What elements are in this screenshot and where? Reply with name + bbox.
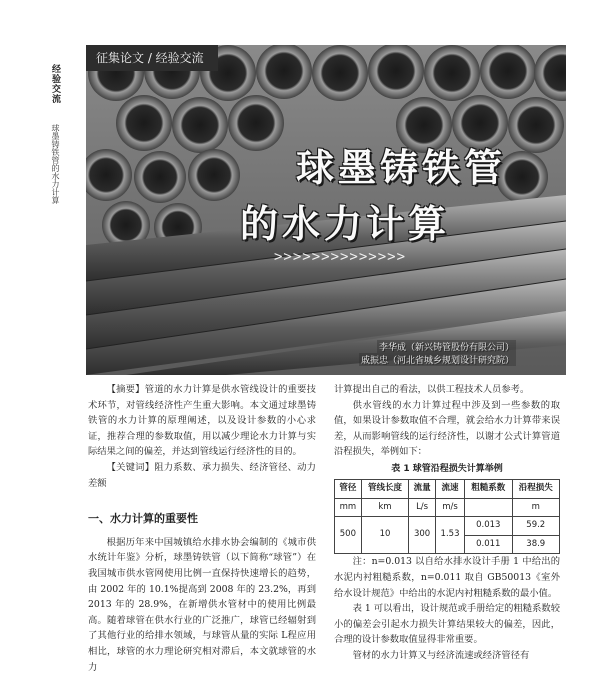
table-cell: 300	[409, 517, 436, 554]
paragraph: 管材的水力计算又与经济流速或经济管径有	[352, 649, 530, 661]
table-cell: 0.013	[465, 517, 512, 536]
author-line-1: 李华成（新兴铸管股份有限公司）	[377, 340, 516, 353]
table-cell: L/s	[409, 498, 436, 517]
table-cell: 59.2	[512, 517, 559, 536]
arrow-decoration: >>>>>>>>>>>>>>	[274, 249, 407, 265]
table-header: 沿程损失	[512, 479, 559, 498]
keywords-text: 阻力系数、承力损失、经济管径、动力差额	[88, 461, 316, 489]
keywords-label: 【关键词】	[106, 461, 155, 473]
table-cell: km	[361, 498, 408, 517]
table-cell: 1.53	[435, 517, 464, 554]
table-header: 粗糙系数	[465, 479, 512, 498]
right-column	[334, 382, 560, 664]
section-paragraph: 根据历年来中国城镇给水排水协会编制的《城市供水统计年鉴》分析，球墨铸铁管（以下简称“球管”）在我国城市供水管网使用比例一直保持快速增长的趋势，由 2002 年的 10.1%提高到 2008 年的 23.2%，再到 2013 年的 28.9%，在新增供水管材中的使用比例最高。随着球管在供水行业的广泛推广，球管已经辐射到了其他行业的给排水领域，与球管从量的实际 L程应用相比，球管的水力理论研究相对滞后，本文就球管的水力	[88, 536, 316, 673]
section-tag: 征集论文 / 经验交流	[86, 45, 218, 71]
table-header: 管线长度	[361, 479, 408, 498]
table-cell: 38.9	[512, 535, 559, 554]
table-units-row	[335, 498, 560, 517]
table-cell	[465, 498, 512, 517]
table-cell: 500	[335, 517, 362, 554]
table-cell: mm	[335, 498, 362, 517]
paragraph: 供水管线的水力计算过程中涉及到一些参数的取值，如果设计参数取值不合理，就会给水力计算带来误差，从而影响管线的运行经济性，以谢才公式计算管道沿程损失，举例如下：	[334, 399, 560, 458]
table-header: 管径	[335, 479, 362, 498]
article-title-line1: 球墨铸铁管	[295, 146, 506, 190]
table-note: 注：n=0.013 以自给水排水设计手册 1 中给出的水泥内衬粗糙系数，n=0.011 取自 GB50013《室外给水设计规范》中给出的水泥内衬粗糙系数的最小值。	[334, 556, 560, 599]
head-loss-table	[334, 479, 560, 554]
side-article-title: 球墨铸铁管的水力计算	[51, 124, 60, 204]
side-column-label: 经验交流	[50, 64, 60, 104]
hero-photo	[86, 45, 566, 375]
table-header: 流量	[409, 479, 436, 498]
author-line-2: 戚振忠（河北省城乡规划设计研究院）	[359, 353, 516, 366]
table-cell: 0.011	[465, 535, 512, 554]
table-cell: 10	[361, 517, 408, 554]
article-title-line2: 的水力计算	[239, 202, 450, 246]
paragraph: 表 1 可以看出，设计规范或手册给定的粗糙系数较小的偏差会引起水力损失计算结果较大的偏差，因此，合理的设计参数取值显得非常重要。	[334, 603, 560, 646]
abstract-label: 【摘要】	[106, 384, 145, 395]
abstract-text: 管道的水力计算是供水管线设计的重要技术环节，对管线经济性产生重大影响。本文通过球墨铸铁管的水力计算的原理阐述，以及设计参数的小心求证，推荐合理的参数取值，用以减少理论水力计算与实际结果之间的偏差，并达到管线运行经济性的目的。	[88, 384, 316, 458]
section-heading: 一、水力计算的重要性	[88, 512, 198, 526]
table-caption: 表 1 球管沿程损失计算举例	[391, 463, 503, 474]
abstract	[88, 382, 316, 460]
table-row	[335, 517, 560, 536]
keywords	[88, 460, 316, 491]
table-cell: m/s	[435, 498, 464, 517]
table-header: 流速	[435, 479, 464, 498]
left-column	[88, 382, 316, 675]
paragraph-continued: 计算提出自己的看法，以供工程技术人员参考。	[334, 384, 530, 395]
table-header-row	[335, 479, 560, 498]
table-cell: m	[512, 498, 559, 517]
